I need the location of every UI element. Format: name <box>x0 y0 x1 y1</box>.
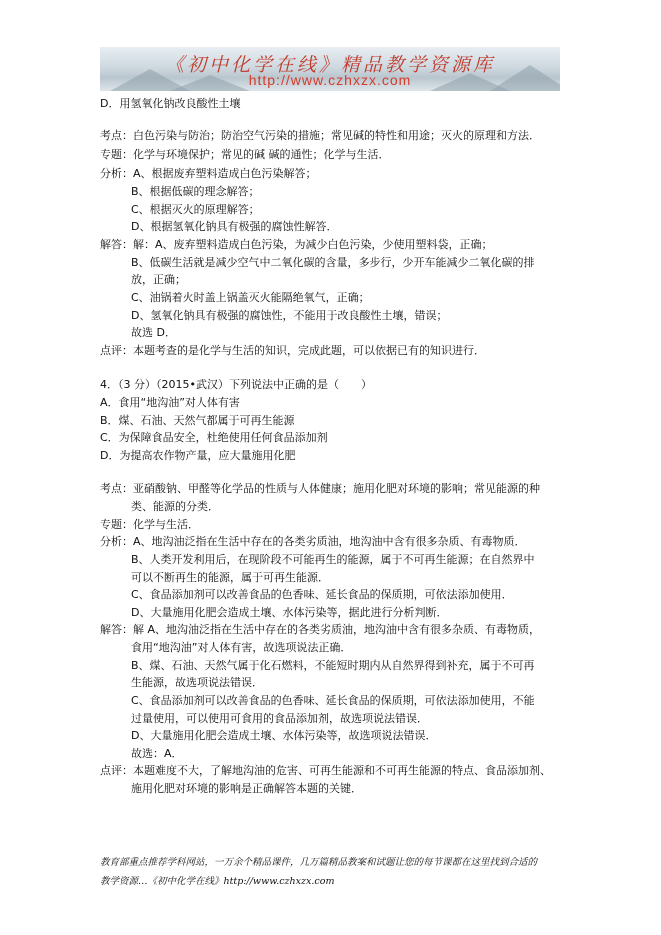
text-line: 过量使用，可以使用可食用的食品添加剂，故选项说法错误． <box>131 712 428 725</box>
text-line: B、煤、石油、天然气属于化石燃料，不能短时期内从自然界得到补充，属于不可再 <box>131 659 535 672</box>
text-line: 解答：解 A、地沟油泛指在生活中存在的各类劣质油，地沟油中含有很多杂质、有毒物质， <box>100 623 541 636</box>
text-line: 考点：白色污染与防治；防治空气污染的措施；常见碱的特性和用途；灭火的原理和方法． <box>100 129 540 142</box>
text-line: 类、能源的分类． <box>131 500 219 513</box>
text-line: D．为提高农作物产量，应大量施用化肥 <box>100 449 296 462</box>
text-line: C、食品添加剂可以改善食品的色香味、延长食品的保质期，可依法添加使用，不能 <box>131 694 535 707</box>
text-line: C、油锅着火时盖上锅盖灭火能隔绝氧气，正确； <box>131 291 370 304</box>
text-line: 放，正确； <box>131 273 186 286</box>
text-line: 点评：本题难度不大，了解地沟油的危害、可再生能源和不可再生能源的特点、食品添加剂、 <box>100 764 551 777</box>
text-line: 分析：A、根据废弃塑料造成白色污染解答； <box>100 167 317 180</box>
text-line: 考点：亚硝酸钠、甲醛等化学品的性质与人体健康；施用化肥对环境的影响；常见能源的种 <box>100 482 540 495</box>
text-line: 可以不断再生的能源，属于可再生能源． <box>131 571 329 584</box>
text-line: C．为保障食品安全，杜绝使用任何食品添加剂 <box>100 431 328 444</box>
banner-title: 《初中化学在线》精品教学资源库 <box>164 54 495 76</box>
text-line: C、根据灭火的原理解答； <box>131 203 260 216</box>
text-line: 分析：A、地沟油泛指在生活中存在的各类劣质油，地沟油中含有很多杂质、有毒物质． <box>100 535 526 548</box>
text-line: 专题：化学与环境保护；常见的碱 碱的通性；化学与生活． <box>100 148 390 161</box>
text-line: 解答：解：A、废弃塑料造成白色污染，为减少白色污染，少使用塑料袋，正确； <box>100 238 493 251</box>
header-banner <box>100 47 560 91</box>
text-line: 生能源，故选项说法错误． <box>131 676 263 689</box>
text-line: D．用氢氧化钠改良酸性土壤 <box>100 97 241 110</box>
text-line: D、大量施用化肥会造成土壤、水体污染等，故选项说法错误． <box>131 729 437 742</box>
text-line: 施用化肥对环境的影响是正确解答本题的关键． <box>131 782 362 795</box>
text-line: B．煤、石油、天然气都属于可再生能源 <box>100 414 295 427</box>
text-line: 点评：本题考查的是化学与生活的知识，完成此题，可以依据已有的知识进行． <box>100 344 485 357</box>
text-line: D、根据氢氧化钠具有极强的腐蚀性解答． <box>131 220 338 233</box>
text-line: 故选：A． <box>131 747 183 760</box>
text-line: D、氢氧化钠具有极强的腐蚀性，不能用于改良酸性土壤，错误； <box>131 309 448 322</box>
text-line: D、大量施用化肥会造成土壤、水体污染等，据此进行分析判断． <box>131 606 448 619</box>
text-line: 专题：化学与生活． <box>100 518 199 531</box>
text-line: A．食用“地沟油”对人体有害 <box>100 396 240 409</box>
text-line: 食用“地沟油”对人体有害，故选项说法正确． <box>131 641 352 654</box>
text-line: B、低碳生活就是减少空气中二氧化碳的含量，多步行，少开车能减少二氧化碳的排 <box>131 256 535 269</box>
text-line: C、食品添加剂可以改善食品的色香味、延长食品的保质期，可依法添加使用． <box>131 588 513 601</box>
banner-url[interactable]: http://www.czhxzx.com <box>248 72 412 88</box>
text-line: 4．（3 分）（2015•武汉）下列说法中正确的是（ ） <box>100 378 372 391</box>
text-line: B、根据低碳的理念解答； <box>131 185 260 198</box>
page-footer <box>100 853 570 891</box>
footer-line-2: 教学资源…《初中化学在线》http://www.czhxzx.com <box>100 876 335 887</box>
text-line: 故选 D． <box>131 326 176 339</box>
footer-line-1: 教育部重点推荐学科网站，一万余个精品课件，几万篇精品教案和试题让您的每节课都在这里找到合适的 <box>100 857 538 868</box>
text-line: B、人类开发利用后，在现阶段不可能再生的能源，属于不可再生能源；在自然界中 <box>131 553 535 566</box>
